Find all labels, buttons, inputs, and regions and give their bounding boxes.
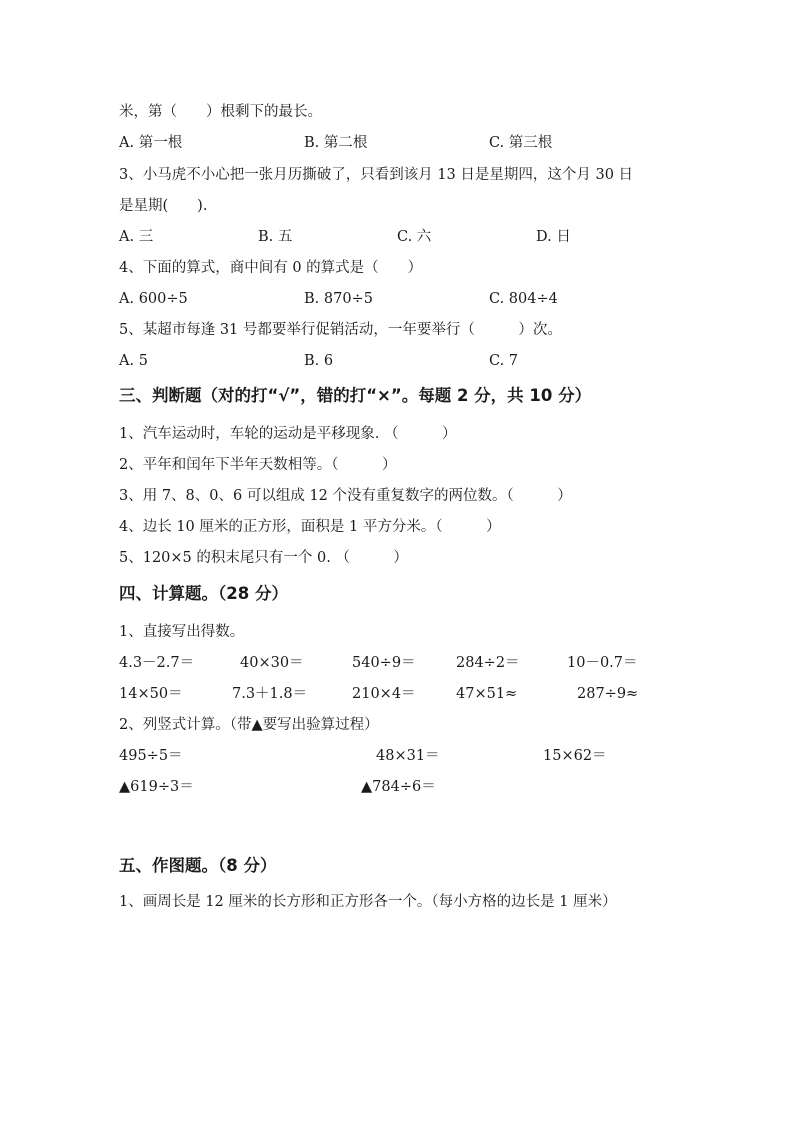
calc-r2-c5: 287÷9≈ xyxy=(577,686,639,702)
q3-option-d: D. 日 xyxy=(536,229,571,245)
calc-r1-c5: 10－0.7＝ xyxy=(567,655,638,671)
drawing-question-1: 1、画周长是 12 厘米的长方形和正方形各一个。（每小方格的边长是 1 厘米） xyxy=(119,894,617,910)
calc-r1-c1: 4.3－2.7＝ xyxy=(119,655,195,671)
vertical-calc-1: 495÷5＝ xyxy=(119,748,183,764)
judge-item-1: 1、汽车运动时，车轮的运动是平移现象. （ ） xyxy=(119,426,457,442)
question-3-line2: 是星期( ). xyxy=(119,198,208,214)
q3-option-a: A. 三 xyxy=(119,229,154,245)
vertical-calc-2: 48×31＝ xyxy=(376,748,440,764)
question-3-line1: 3、小马虎不小心把一张月历撕破了，只看到该月 13 日是星期四，这个月 30 日 xyxy=(119,167,634,183)
q2-option-c: C. 第三根 xyxy=(489,135,553,151)
q4-option-c: C. 804÷4 xyxy=(489,291,558,307)
section-4-title: 四、计算题。（28 分） xyxy=(119,584,288,603)
q2-option-a: A. 第一根 xyxy=(119,135,183,151)
question-2-tail: 米，第（ ）根剩下的最长。 xyxy=(119,104,322,120)
vertical-calc-3: 15×62＝ xyxy=(543,748,607,764)
question-5: 5、某超市每逢 31 号都要举行促销活动，一年要举行（ ）次。 xyxy=(119,322,562,338)
q4-option-b: B. 870÷5 xyxy=(304,291,373,307)
calc-r1-c3: 540÷9＝ xyxy=(352,655,416,671)
calc-sub-2: 2、列竖式计算。（带▲要写出验算过程） xyxy=(119,717,379,733)
calc-sub-1: 1、直接写出得数。 xyxy=(119,624,245,640)
q3-option-b: B. 五 xyxy=(258,229,293,245)
judge-item-2: 2、平年和闰年下半年天数相等。（ ） xyxy=(119,457,397,473)
calc-r1-c4: 284÷2＝ xyxy=(456,655,520,671)
q2-option-b: B. 第二根 xyxy=(304,135,368,151)
q5-option-b: B. 6 xyxy=(304,353,334,369)
q5-option-a: A. 5 xyxy=(119,353,148,369)
calc-r2-c4: 47×51≈ xyxy=(456,686,518,702)
calc-r2-c3: 210×4＝ xyxy=(352,686,416,702)
calc-r1-c2: 40×30＝ xyxy=(240,655,304,671)
q3-option-c: C. 六 xyxy=(397,229,432,245)
question-4: 4、下面的算式，商中间有 0 的算式是（ ） xyxy=(119,260,423,276)
q5-option-c: C. 7 xyxy=(489,353,519,369)
judge-item-3: 3、用 7、8、0、6 可以组成 12 个没有重复数字的两位数。（ ） xyxy=(119,488,572,504)
vertical-calc-4: ▲619÷3＝ xyxy=(119,779,194,795)
q4-option-a: A. 600÷5 xyxy=(119,291,188,307)
section-3-title: 三、判断题（对的打“√”，错的打“×”。每题 2 分，共 10 分） xyxy=(119,386,592,405)
calc-r2-c2: 7.3＋1.8＝ xyxy=(232,686,308,702)
judge-item-5: 5、120×5 的积末尾只有一个 0. （ ） xyxy=(119,550,408,566)
judge-item-4: 4、边长 10 厘米的正方形，面积是 1 平方分米。（ ） xyxy=(119,519,501,535)
calc-r2-c1: 14×50＝ xyxy=(119,686,183,702)
section-5-title: 五、作图题。（8 分） xyxy=(119,856,277,875)
vertical-calc-5: ▲784÷6＝ xyxy=(361,779,436,795)
